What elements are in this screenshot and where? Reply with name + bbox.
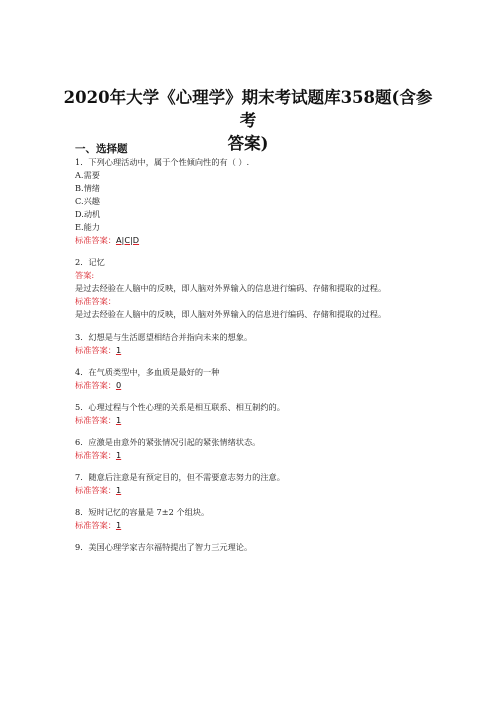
question-1: 1．下列心理活动中，属于个性倾向性的有（ ）. <box>75 157 250 167</box>
q8-answer-value: 1 <box>115 520 122 530</box>
q1-answer-label: 标准答案： <box>75 235 116 245</box>
q1-answer-line <box>75 234 139 246</box>
q1-option-c: C.兴趣 <box>75 196 100 206</box>
question-9: 9．美国心理学家吉尔福特提出了智力三元理论。 <box>75 542 253 552</box>
title-line-2: 答案) <box>227 134 269 153</box>
section-heading: 一、选择题 <box>75 143 128 155</box>
q1-option-e: E.能力 <box>75 222 100 232</box>
q4-answer-value: 0 <box>115 380 122 390</box>
q1-option-b: B.情绪 <box>75 183 100 193</box>
question-7: 7．随意后注意是有预定目的，但不需要意志努力的注意。 <box>75 472 285 482</box>
q2-standard-answer-text: 是过去经验在人脑中的反映，即人脑对外界输入的信息进行编码、存储和提取的过程。 <box>75 309 387 319</box>
q1-answer-value: A|C|D <box>115 235 140 245</box>
title-line-1: 2020年大学《心理学》期末考试题库358题(含参考 <box>63 88 433 130</box>
q7-answer-label: 标准答案： <box>75 485 116 495</box>
question-4: 4．在气质类型中，多血质是最好的一种 <box>75 367 220 377</box>
q3-answer-line <box>75 344 121 356</box>
q1-option-d: D.动机 <box>75 209 101 219</box>
q1-option-a: A.需要 <box>75 170 100 180</box>
question-8: 8．短时记忆的容量是 7±2 个组块。 <box>75 507 210 517</box>
question-3: 3．幻想是与生活愿望相结合并指向未来的想象。 <box>75 332 253 342</box>
question-6: 6．应激是由意外的紧张情况引起的紧张情绪状态。 <box>75 437 261 447</box>
q8-answer-label: 标准答案： <box>75 520 116 530</box>
q6-answer-label: 标准答案： <box>75 450 116 460</box>
q3-answer-label: 标准答案： <box>75 345 116 355</box>
q2-standard-answer-label: 标准答案： <box>75 296 116 306</box>
q6-answer-value: 1 <box>115 450 122 460</box>
q4-answer-line <box>75 379 121 391</box>
q7-answer-value: 1 <box>115 485 122 495</box>
q6-answer-line <box>75 449 121 461</box>
q3-answer-value: 1 <box>115 345 122 355</box>
q8-answer-line <box>75 519 121 531</box>
question-2: 2．记忆 <box>75 257 105 267</box>
q7-answer-line <box>75 484 121 496</box>
q2-answer-text: 是过去经验在人脑中的反映，即人脑对外界输入的信息进行编码、存储和提取的过程。 <box>75 283 387 293</box>
q4-answer-label: 标准答案： <box>75 380 116 390</box>
q5-answer-line <box>75 414 121 426</box>
question-5: 5．心理过程与个性心理的关系是相互联系、相互制约的。 <box>75 402 285 412</box>
q2-answer-label: 答案: <box>75 270 95 280</box>
q5-answer-label: 标准答案： <box>75 415 116 425</box>
q5-answer-value: 1 <box>115 415 122 425</box>
